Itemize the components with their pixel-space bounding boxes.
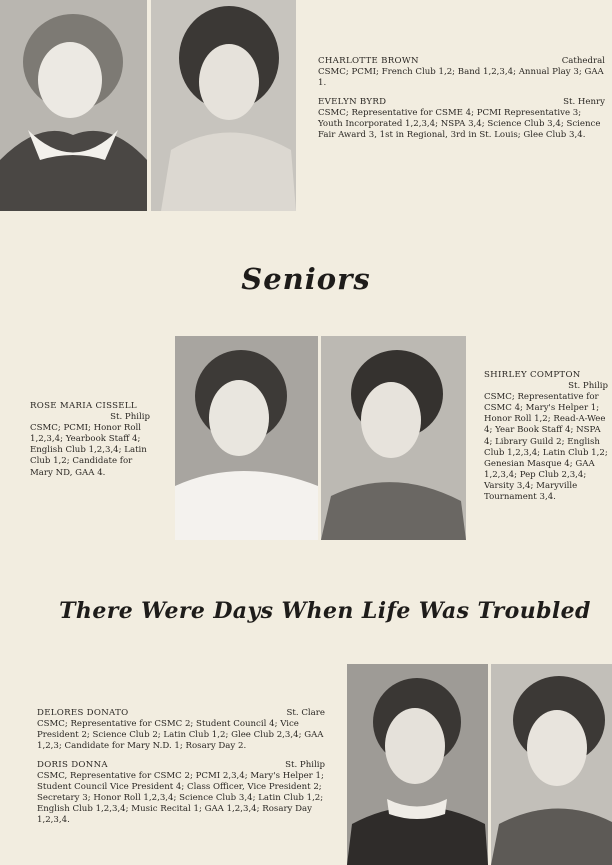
student-activities: CSMC; PCMI; French Club 1,2; Band 1,2,3,4; Annual Play 3; GAA 1. [318, 67, 604, 89]
student-name: DELORES DONATO [37, 708, 129, 718]
student-parish: Cathedral [561, 56, 605, 66]
section-heading-seniors: Seniors [241, 262, 371, 296]
bio-rose-maria-cissell [30, 401, 150, 479]
student-name: CHARLOTTE BROWN [318, 56, 419, 66]
bio-doris-donna [37, 760, 325, 827]
portrait-photo-delores-donato [347, 664, 488, 865]
student-parish: St. Henry [563, 97, 605, 107]
student-name: DORIS DONNA [37, 760, 108, 770]
bio-shirley-compton [484, 370, 608, 503]
student-name: SHIRLEY COMPTON [484, 370, 581, 380]
bio-evelyn-byrd [318, 97, 605, 141]
student-parish: St. Philip [110, 412, 150, 423]
student-activities: CSMC; PCMI; Honor Roll 1,2,3,4; Yearbook Staff 4; English Club 1,2,3,4; Latin Club 1,2; Candidate for Mary ND, GAA 4. [30, 423, 147, 478]
portrait-photo-shirley-compton [321, 336, 466, 540]
portrait-photo-rose-maria-cissell [175, 336, 318, 540]
student-activities: CSMC; Representative for CSMC 2; Student Council 4; Vice President 2; Science Club 2; Latin Club 1,2; Glee Club 2,3,4; GAA 1,2,3; Candidate for Mary N.D. 1; Rosary Day 2. [37, 719, 324, 752]
portrait-photo-doris-donna [491, 664, 612, 865]
student-parish: St. Philip [285, 760, 325, 770]
student-activities: CSMC; Representative for CSMC 4; Mary's Helper 1; Honor Roll 1,2; Read-A-Wee 4; Year Book Staff 4; NSPA 4; Library Guild 2; English Club 1,2,3,4; Latin Club 1,2; Genesian Masque 4; GAA 1,2,3,4; Pep Club 2,3,4; Varsity 3,4; Maryville Tournament 3,4. [484, 392, 608, 503]
student-parish: St. Clare [286, 708, 325, 718]
bio-charlotte-brown [318, 56, 605, 89]
section-heading-caption: There Were Days When Life Was Troubled [59, 598, 591, 624]
portrait-photo-charlotte-brown [0, 0, 147, 211]
student-activities: CSMC; Representative for CSME 4; PCMI Representative 3; Youth Incorporated 1,2,3,4; NSPA 3,4; Science Club 3,4; Science Fair Award 3, 1st in Regional, 3rd in St. Louis; Glee Club 3,4. [318, 108, 601, 141]
student-activities: CSMC, Representative for CSMC 2; PCMI 2,3,4; Mary's Helper 1; Student Council Vice President 4; Class Officer, Vice President 2; Secretary 3; Honor Roll 1,2,3,4; Science Club 3,4; Latin Club 1,2; English Club 1,2,3,4; Music Recital 1; GAA 1,2,3,4; Rosary Day 1,2,3,4. [37, 771, 324, 826]
student-name: EVELYN BYRD [318, 97, 387, 107]
student-name: ROSE MARIA CISSELL [30, 401, 137, 411]
student-parish: St. Philip [568, 381, 608, 392]
portrait-photo-evelyn-byrd [151, 0, 296, 211]
bio-delores-donato [37, 708, 325, 752]
